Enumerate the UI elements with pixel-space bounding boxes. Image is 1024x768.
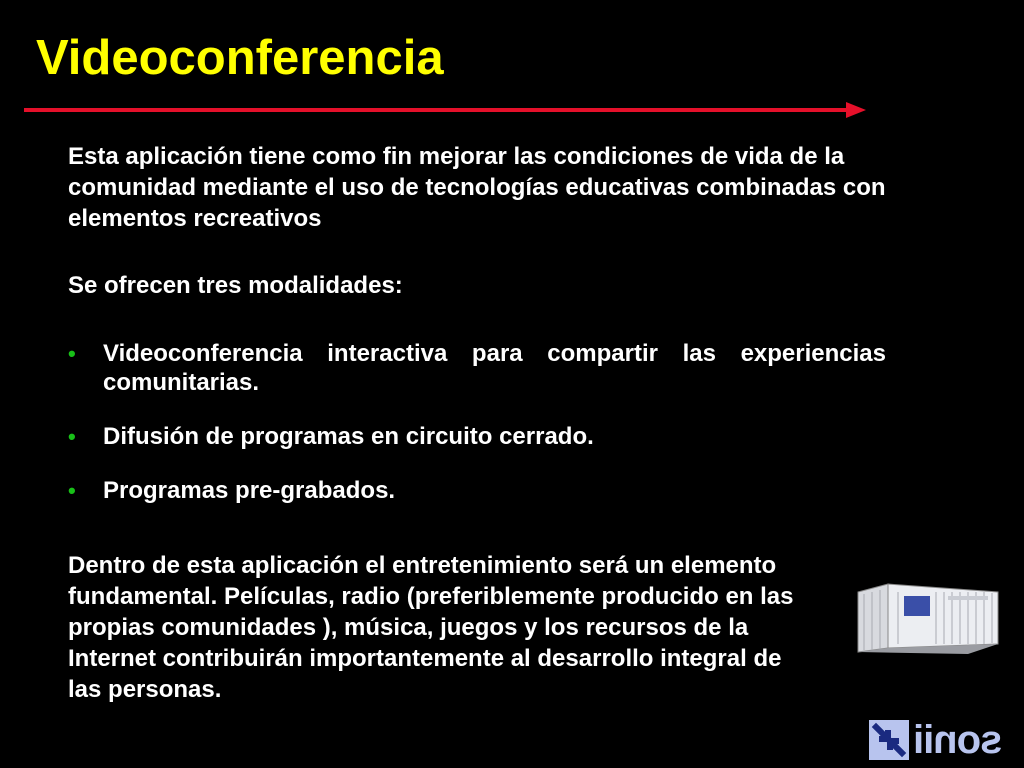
- bullet-marker: •: [68, 424, 76, 449]
- slide-title: Videoconferencia: [36, 31, 444, 85]
- server-rack-image: [848, 580, 1004, 656]
- list-item: [68, 422, 886, 451]
- modalities-list: [68, 339, 886, 530]
- closing-paragraph: Dentro de esta aplicación el entretenimiento será un elemento fundamental. Películas, radio (preferiblemente producido en las propias comunidades ), música, juegos y los recursos de la Internet contribuirán importantemente al desarrollo integral de las personas.: [68, 552, 794, 703]
- title-arrow-rule: [24, 98, 869, 122]
- list-item: [68, 476, 886, 505]
- organization-logo-icon: [868, 716, 910, 764]
- list-item: [68, 339, 886, 397]
- organization-logo-text: sonii: [914, 718, 1003, 762]
- bullet-text: Programas pre-grabados.: [103, 477, 396, 504]
- bullet-text: Difusión de programas en circuito cerrado.: [103, 423, 594, 450]
- bullet-text: Videoconferencia interactiva para compartir las experiencias comunitarias.: [103, 340, 886, 396]
- bullet-marker: •: [68, 341, 76, 366]
- bullet-marker: •: [68, 478, 76, 503]
- intro-paragraph: Esta aplicación tiene como fin mejorar las condiciones de vida de la comunidad mediante el uso de tecnologías educativas combinadas con elementos recreativos: [68, 143, 886, 232]
- modalities-heading: Se ofrecen tres modalidades:: [68, 272, 403, 299]
